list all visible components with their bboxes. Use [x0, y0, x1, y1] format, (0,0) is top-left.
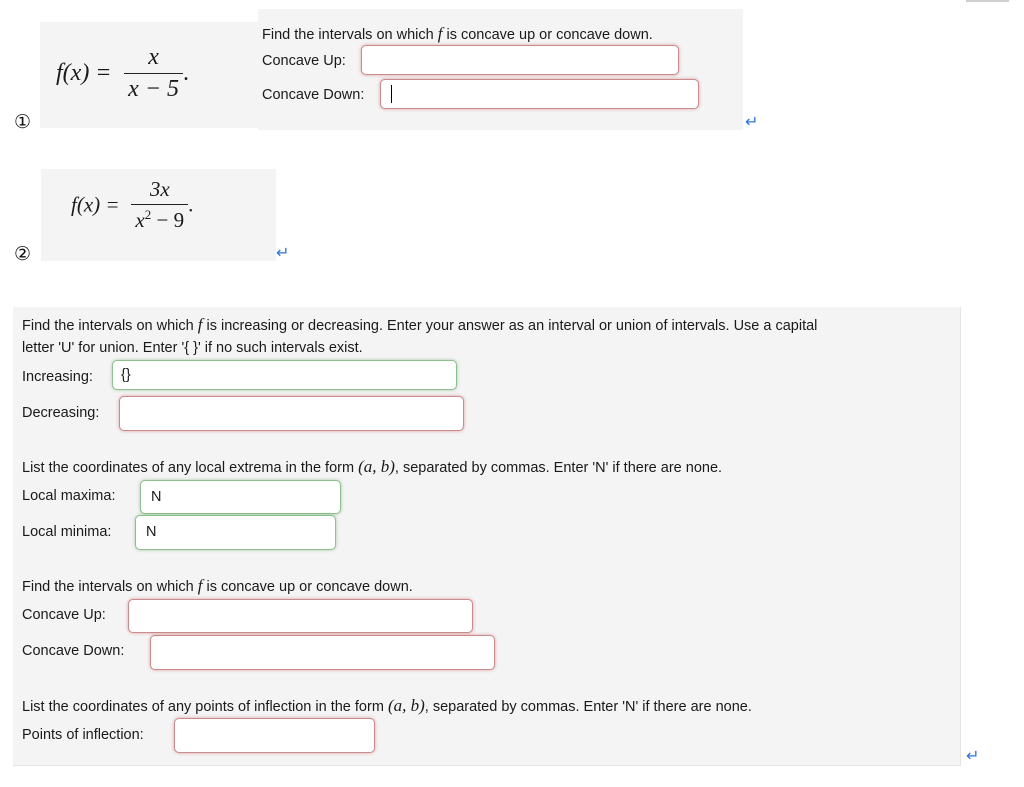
increasing-label: Increasing:: [22, 369, 93, 385]
inflection-prompt: List the coordinates of any points of inflection in the form (a, b), separated by commas. Enter 'N' if there are none.: [22, 696, 752, 715]
decreasing-label: Decreasing:: [22, 405, 100, 421]
formula-period: .: [188, 192, 194, 217]
formula-numerator: x: [148, 44, 159, 70]
concave-down-label: Concave Down:: [22, 643, 125, 659]
inflection-input[interactable]: [174, 718, 375, 753]
concave-up-input[interactable]: [128, 599, 473, 633]
formula-numerator: 3x: [149, 177, 170, 201]
problem-1-formula: [56, 44, 189, 103]
formula-fraction: [131, 177, 188, 233]
prompt-text: Find the intervals on which: [262, 27, 434, 43]
problem-1-badge: ①: [14, 111, 32, 133]
inflection-label: Points of inflection:: [22, 727, 144, 743]
formula-denominator: $x^2 - 9$: [135, 207, 185, 232]
prompt-text: is concave up or concave down.: [446, 27, 653, 43]
formula-lhs: f(x) =: [56, 60, 112, 86]
concave-up-label: Concave Up:: [22, 607, 106, 623]
problem-2-panel: [13, 307, 961, 766]
concave-down-input[interactable]: [380, 79, 699, 109]
formula-denominator: x − 5: [128, 76, 180, 102]
local-minima-input[interactable]: N: [135, 515, 336, 550]
local-maxima-label: Local maxima:: [22, 488, 116, 504]
formula-period: .: [183, 60, 190, 86]
concave-up-input[interactable]: [361, 45, 679, 75]
return-icon: ↵: [966, 746, 980, 765]
concave-down-label: Concave Down:: [262, 87, 365, 103]
increasing-input[interactable]: {}: [112, 360, 457, 390]
prompt-math: (a, b): [387, 696, 425, 715]
local-minima-label: Local minima:: [22, 524, 112, 540]
text-caret: [391, 85, 392, 103]
concave-up-label: Concave Up:: [262, 53, 346, 69]
extrema-prompt: List the coordinates of any local extrema in the form (a, b), separated by commas. Enter 'N' if there are none.: [22, 457, 723, 476]
increasing-prompt-line2: letter 'U' for union. Enter '{ }' if no such intervals exist.: [22, 340, 363, 356]
prompt-var: f: [197, 315, 203, 334]
scrollbar-fragment: [966, 0, 1009, 2]
prompt-var: f: [437, 24, 443, 43]
concavity-prompt: Find the intervals on which f is concave up or concave down.: [22, 576, 413, 595]
problem-2-formula-box: [41, 169, 276, 261]
problem-1-prompt: [262, 25, 653, 44]
prompt-math: (a, b): [358, 457, 395, 476]
formula-fraction: [124, 44, 183, 103]
formula-lhs: f(x) =: [71, 192, 120, 217]
return-icon: ↵: [745, 112, 759, 131]
local-maxima-input[interactable]: N: [140, 480, 341, 514]
decreasing-input[interactable]: [119, 396, 464, 431]
problem-1-panel: [258, 9, 743, 130]
prompt-var: f: [197, 576, 203, 595]
problem-2-badge: ②: [14, 243, 32, 265]
return-icon: ↵: [276, 243, 290, 262]
increasing-prompt-line1: Find the intervals on which f is increasing or decreasing. Enter your answer as an interval or union of intervals. Use a capital: [22, 315, 818, 334]
problem-1-formula-box: [40, 22, 258, 128]
problem-2-formula: [71, 177, 193, 233]
concave-down-input[interactable]: [150, 635, 495, 670]
